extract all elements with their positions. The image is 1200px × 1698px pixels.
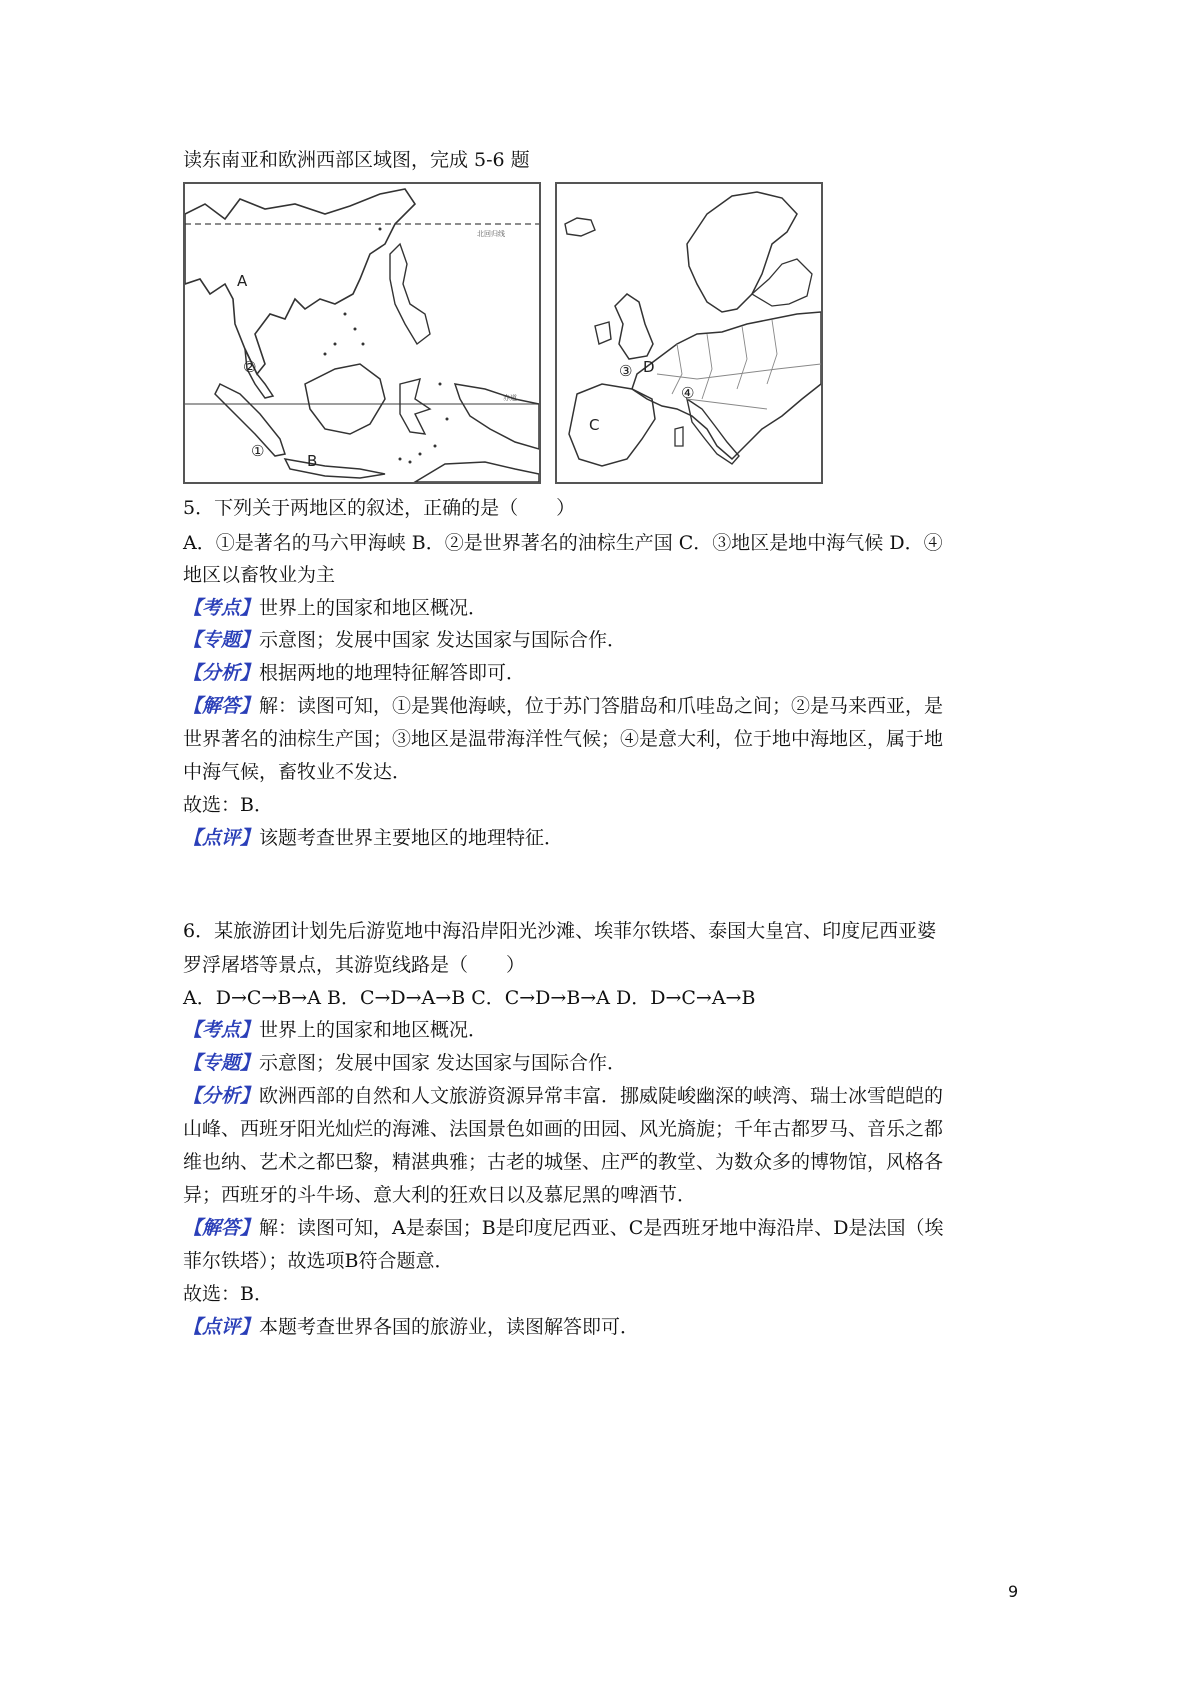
q5-options-line2: 地区以畜牧业为主 xyxy=(183,564,336,586)
q5-jieda xyxy=(183,692,943,720)
southeast-asia-map-drawing xyxy=(185,184,539,482)
q5-dianping-tag: 【点评】 xyxy=(183,827,260,849)
q6-fenxi-text-1: 欧洲西部的自然和人文旅游资源异常丰富．挪威陡峻幽深的峡湾、瑞士冰雪皑皑的 xyxy=(259,1085,944,1107)
map-label-c: C xyxy=(589,416,600,434)
q6-kaodian xyxy=(183,1016,487,1044)
q6-dianping-text: 本题考查世界各国的旅游业，读图解答即可． xyxy=(259,1316,640,1338)
map-label-3: ③ xyxy=(619,362,633,380)
q5-options-line1: A．①是著名的马六甲海峡 B．②是世界著名的油棕生产国 C．③地区是地中海气候 D．④ xyxy=(183,532,943,554)
q5-jieda-line2: 世界著名的油棕生产国；③地区是温带海洋性气候；④是意大利，位于地中海地区，属于地 xyxy=(183,728,944,750)
q5-jieda-tag: 【解答】 xyxy=(183,695,260,717)
q5-stem: 5．下列关于两地区的叙述，正确的是（ ） xyxy=(183,497,576,519)
southeast-asia-map xyxy=(183,182,541,484)
q6-fenxi xyxy=(183,1082,943,1110)
q5-kaodian-text: 世界上的国家和地区概况． xyxy=(259,597,488,619)
q6-fenxi-tag: 【分析】 xyxy=(183,1085,260,1107)
q5-kaodian-tag: 【考点】 xyxy=(183,597,260,619)
map-label-4: ④ xyxy=(681,384,695,402)
q5-dianping-text: 该题考查世界主要地区的地理特征． xyxy=(259,827,564,849)
page-number: 9 xyxy=(1008,1582,1019,1601)
q6-jieda-text-1: 解：读图可知，A是泰国；B是印度尼西亚、C是西班牙地中海沿岸、D是法国（埃 xyxy=(259,1217,944,1239)
q6-stem-line2: 罗浮屠塔等景点，其游览线路是（ ） xyxy=(183,954,526,976)
q5-dianping xyxy=(183,824,563,852)
q6-fenxi-line3: 维也纳、艺术之都巴黎，精湛典雅；古老的城堡、庄严的教堂、为数众多的博物馆，风格各 xyxy=(183,1151,944,1173)
equator-label: 赤道 xyxy=(503,394,517,402)
q6-zhuanti-tag: 【专题】 xyxy=(183,1052,260,1074)
q6-fenxi-line4: 异；西班牙的斗牛场、意大利的狂欢日以及慕尼黑的啤酒节． xyxy=(183,1184,697,1206)
q5-zhuanti xyxy=(183,626,626,654)
q5-fenxi-text: 根据两地的地理特征解答即可． xyxy=(259,662,526,684)
western-europe-map xyxy=(555,182,823,484)
q5-jieda-line3: 中海气候，畜牧业不发达． xyxy=(183,761,412,783)
q6-zhuanti xyxy=(183,1049,626,1077)
q6-options: A．D→C→B→A B．C→D→A→B C．C→D→B→A D．D→C→A→B xyxy=(183,987,756,1009)
q5-jieda-text-1: 解：读图可知，①是巽他海峡，位于苏门答腊岛和爪哇岛之间；②是马来西亚，是 xyxy=(259,695,944,717)
map-figure xyxy=(183,182,823,484)
q5-answer: 故选：B． xyxy=(183,794,273,816)
tropic-label: 北回归线 xyxy=(477,230,505,238)
q6-kaodian-tag: 【考点】 xyxy=(183,1019,260,1041)
q5-zhuanti-text: 示意图；发展中国家 发达国家与国际合作． xyxy=(259,629,627,651)
western-europe-map-drawing xyxy=(557,184,821,482)
q5-zhuanti-tag: 【专题】 xyxy=(183,629,260,651)
q5-fenxi-tag: 【分析】 xyxy=(183,662,260,684)
map-label-1: ① xyxy=(251,442,265,460)
q6-dianping-tag: 【点评】 xyxy=(183,1316,260,1338)
map-label-b: B xyxy=(307,452,318,470)
question-intro: 读东南亚和欧洲西部区域图，完成 5-6 题 xyxy=(183,149,530,171)
q5-fenxi xyxy=(183,659,525,687)
q6-dianping xyxy=(183,1313,639,1341)
q6-jieda-line2: 菲尔铁塔）；故选项B符合题意． xyxy=(183,1250,454,1272)
q6-jieda xyxy=(183,1214,943,1242)
q6-kaodian-text: 世界上的国家和地区概况． xyxy=(259,1019,488,1041)
map-label-a: A xyxy=(237,272,248,290)
map-label-d: D xyxy=(643,358,655,376)
q6-zhuanti-text: 示意图；发展中国家 发达国家与国际合作． xyxy=(259,1052,627,1074)
q5-kaodian xyxy=(183,594,487,622)
q6-fenxi-line2: 山峰、西班牙阳光灿烂的海滩、法国景色如画的田园、风光旖旎；千年古都罗马、音乐之都 xyxy=(183,1118,944,1140)
q6-answer: 故选：B． xyxy=(183,1283,273,1305)
q6-stem-line1: 6．某旅游团计划先后游览地中海沿岸阳光沙滩、埃菲尔铁塔、泰国大皇宫、印度尼西亚婆 xyxy=(183,920,937,942)
q6-jieda-tag: 【解答】 xyxy=(183,1217,260,1239)
map-label-2: ② xyxy=(243,358,257,376)
